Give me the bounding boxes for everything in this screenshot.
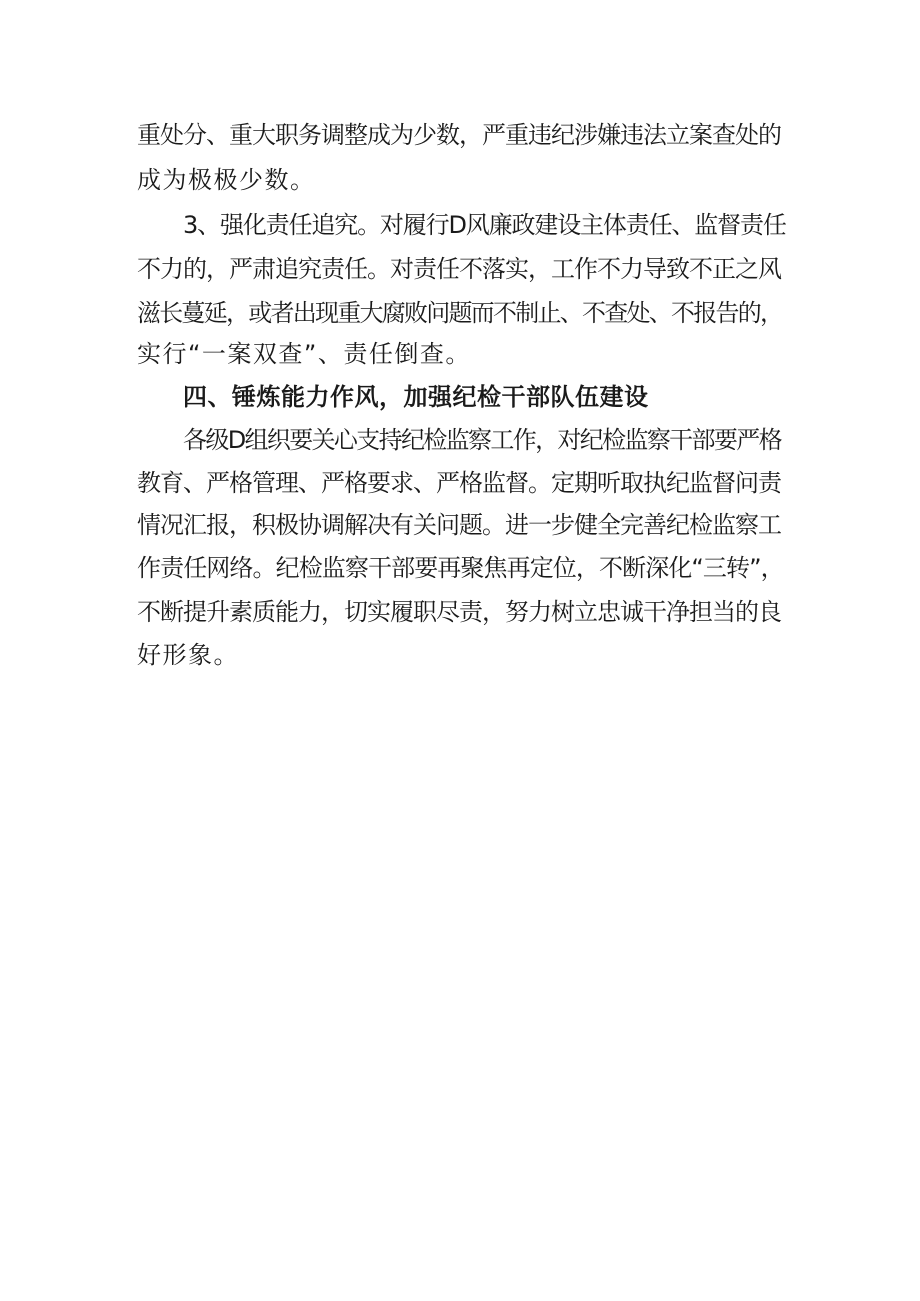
paragraph-line: 不力的，严肃追究责任。对责任不落实，工作不力导致不正之风 [137,255,781,283]
paragraph-line: 实行“一案双查”、责任倒查。 [137,340,471,368]
paragraph-line: 教育、严格管理、严格要求、严格监督。定期听取执纪监督问责 [137,469,781,497]
paragraph-line: 作责任网络。纪检监察干部要再聚焦再定位，不断深化“三转”， [137,554,784,582]
paragraph-line: 成为极极少数。 [137,166,316,194]
paragraph-line: 各级D组织要关心支持纪检监察工作，对纪检监察干部要严格 [183,426,781,454]
paragraph-line: 好形象。 [137,641,239,669]
paragraph-line: 重处分、重大职务调整成为少数，严重违纪涉嫌违法立案查处的 [137,121,781,149]
paragraph-line: 滋长蔓延，或者出现重大腐败问题而不制止、不查处、不报告的， [137,299,783,327]
paragraph-line: 3、强化责任追究。对履行D风廉政建设主体责任、监督责任 [183,211,786,239]
section-heading: 四、锤炼能力作风，加强纪检干部队伍建设 [183,383,649,411]
paragraph-line: 不断提升素质能力，切实履职尽责，努力树立忠诚干净担当的良 [137,598,781,626]
paragraph-line: 情况汇报，积极协调解决有关问题。进一步健全完善纪检监察工 [137,511,781,539]
